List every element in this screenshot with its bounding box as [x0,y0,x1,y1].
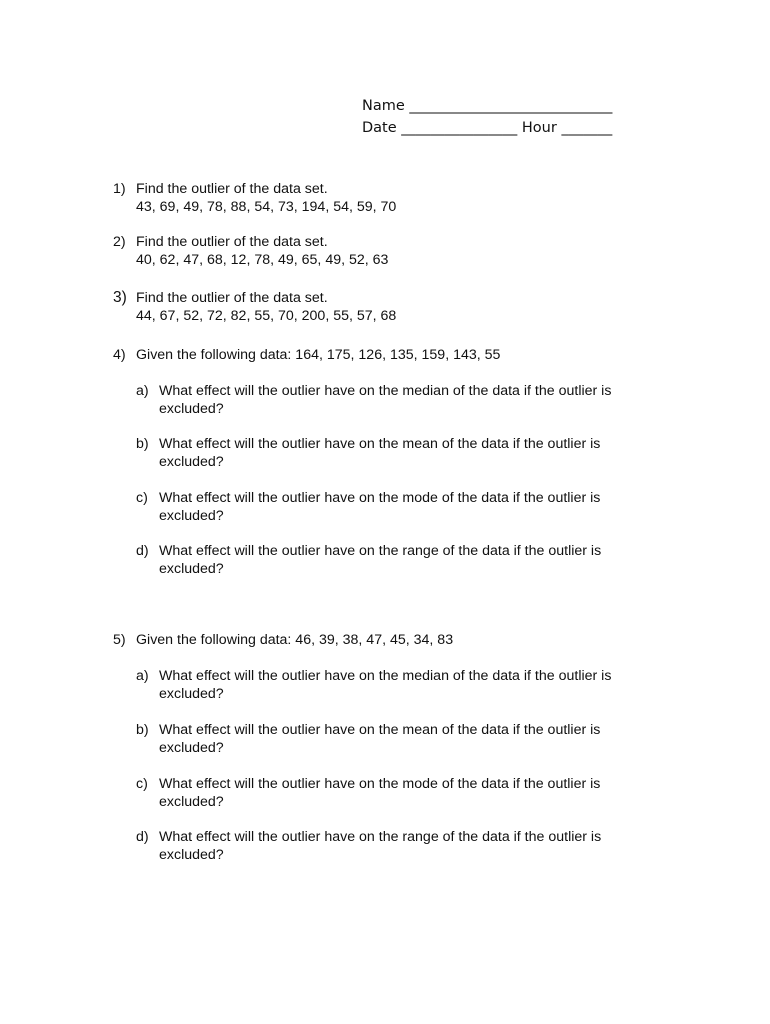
question-prompt: Given the following data: 46, 39, 38, 47, 45, 34, 83 [136,632,454,648]
part-label: a) [136,668,149,684]
question-5d [136,828,656,864]
part-text: What effect will the outlier have on the range of the data if the outlier is excluded? [159,829,602,863]
part-label: d) [136,543,149,559]
question-number: 1) [113,181,126,197]
question-5c [136,775,656,811]
part-text: What effect will the outlier have on the mode of the data if the outlier is excluded? [159,776,601,810]
part-text: What effect will the outlier have on the range of the data if the outlier is excluded? [159,543,602,577]
part-text: What effect will the outlier have on the mean of the data if the outlier is excluded? [159,436,601,470]
part-text: What effect will the outlier have on the median of the data if the outlier is excluded? [159,668,612,702]
question-number: 4) [113,347,126,363]
question-number: 2) [113,234,126,250]
date-label: Date [362,120,397,136]
question-3 [113,289,673,325]
hour-field[interactable]: _______ [561,120,613,136]
question-prompt: Find the outlier of the data set. [136,290,328,306]
part-label: b) [136,436,149,452]
question-prompt: Find the outlier of the data set. [136,234,328,250]
question-number: 3) [113,289,127,306]
question-data-set: 40, 62, 47, 68, 12, 78, 49, 65, 49, 52, 63 [136,252,389,268]
name-field[interactable]: Name ____________________________ [362,98,613,114]
part-label: d) [136,829,149,845]
question-5a [136,667,656,703]
date-field[interactable]: ________________ [401,120,518,136]
question-4b [136,435,656,471]
question-4 [113,346,673,364]
question-4a [136,382,656,418]
part-label: c) [136,490,148,506]
part-text: What effect will the outlier have on the mode of the data if the outlier is excluded? [159,490,601,524]
question-prompt: Find the outlier of the data set. [136,181,328,197]
question-2 [113,233,673,269]
question-1 [113,180,673,216]
part-label: a) [136,383,149,399]
part-label: b) [136,722,149,738]
question-5b [136,721,656,757]
date-hour-line [362,117,612,139]
part-text: What effect will the outlier have on the median of the data if the outlier is excluded? [159,383,612,417]
part-text: What effect will the outlier have on the mean of the data if the outlier is excluded? [159,722,601,756]
question-4c [136,489,656,525]
question-number: 5) [113,632,126,648]
question-4d [136,542,656,578]
question-data-set: 43, 69, 49, 78, 88, 54, 73, 194, 54, 59, 70 [136,199,397,215]
question-prompt: Given the following data: 164, 175, 126, 135, 159, 143, 55 [136,347,501,363]
part-label: c) [136,776,148,792]
question-data-set: 44, 67, 52, 72, 82, 55, 70, 200, 55, 57, 68 [136,308,397,324]
student-info-header [362,95,612,139]
question-5 [113,631,673,649]
hour-label: Hour [521,120,557,136]
